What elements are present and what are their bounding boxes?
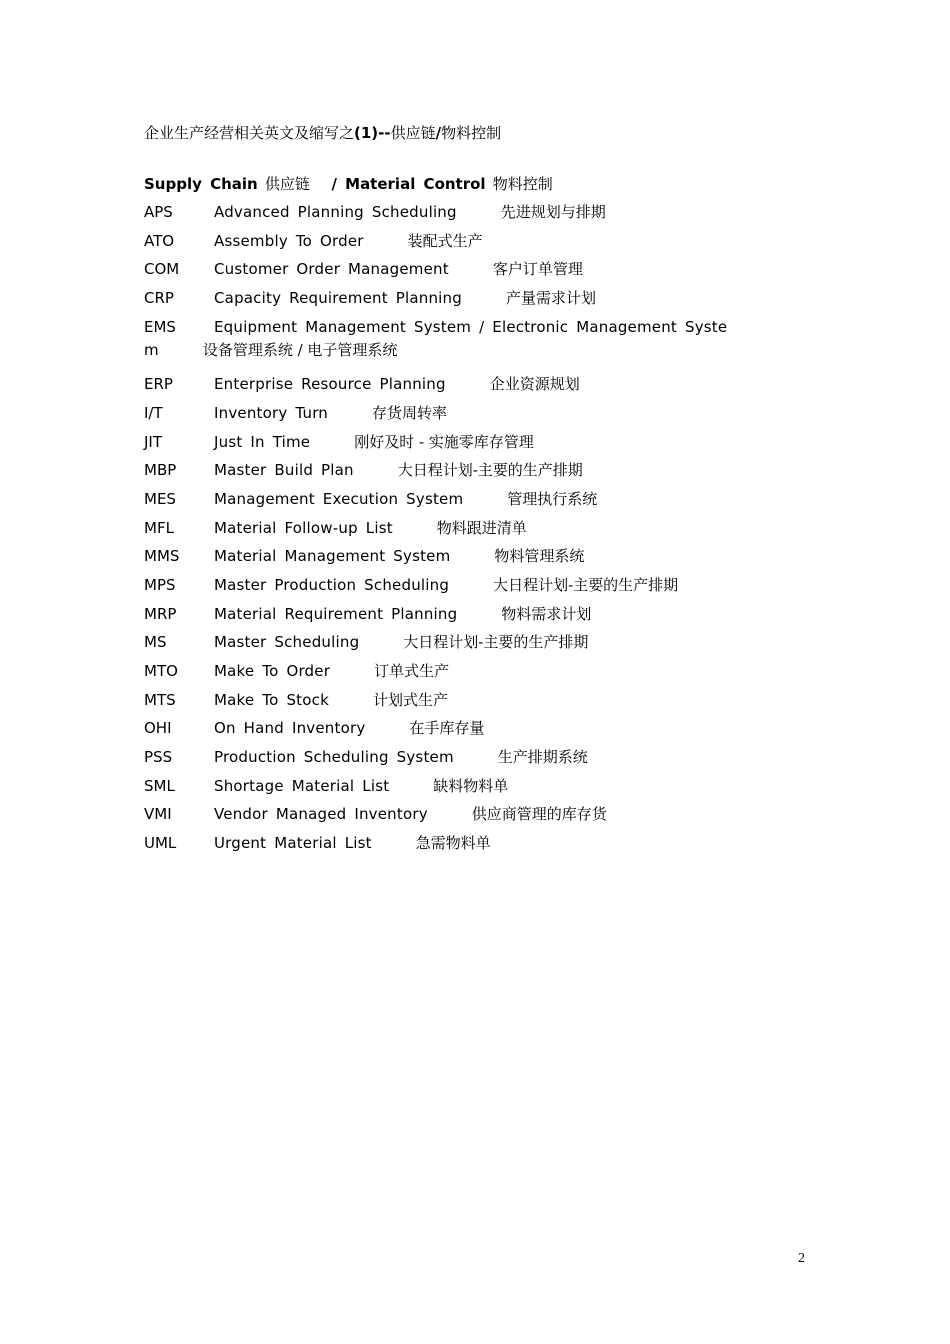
term-chinese-name: 管理执行系统 xyxy=(507,489,598,508)
term-chinese-name: 急需物料单 xyxy=(415,834,491,853)
term-abbreviation: UML xyxy=(144,834,177,853)
term-row xyxy=(144,316,784,373)
term-full-name: Make To Order xyxy=(214,662,331,681)
term-full-name-continued: m xyxy=(144,340,159,359)
term-chinese-name: 刚好及时 - 实施零库存管理 xyxy=(354,432,534,451)
term-abbreviation: ATO xyxy=(144,231,175,250)
term-full-name: Master Build Plan xyxy=(214,461,354,480)
term-abbreviation: SML xyxy=(144,776,175,795)
section-heading-zh-1: 供应链 xyxy=(264,175,310,193)
term-abbreviation: MPS xyxy=(144,575,176,594)
term-full-name: Material Follow-up List xyxy=(214,518,393,537)
term-chinese-name: 订单式生产 xyxy=(374,662,450,681)
term-row xyxy=(144,775,784,804)
term-abbreviation: MRP xyxy=(144,604,177,623)
term-row xyxy=(144,373,784,402)
term-chinese-name: 大日程计划-主要的生产排期 xyxy=(403,633,589,652)
term-abbreviation: MFL xyxy=(144,518,174,537)
term-chinese-name: 生产排期系统 xyxy=(497,748,588,767)
term-row xyxy=(144,230,784,259)
term-full-name: Advanced Planning Scheduling xyxy=(214,203,457,221)
term-full-name: Customer Order Management xyxy=(214,260,449,279)
term-full-name: Just In Time xyxy=(214,432,311,451)
term-chinese-name: 产量需求计划 xyxy=(505,289,596,308)
term-row xyxy=(144,660,784,689)
section-heading-zh-2: 物料控制 xyxy=(492,175,553,193)
term-chinese-name: 企业资源规划 xyxy=(489,375,580,394)
term-chinese-name: 物料需求计划 xyxy=(501,604,592,623)
section-heading-en-1: Supply Chain xyxy=(144,175,258,193)
term-row xyxy=(144,488,784,517)
term-full-name: Capacity Requirement Planning xyxy=(214,289,462,308)
term-abbreviation: EMS xyxy=(144,317,176,336)
title-mid: 供应链 xyxy=(390,124,436,142)
term-full-name: Assembly To Order xyxy=(214,231,364,250)
term-chinese-name: 在手库存量 xyxy=(409,719,485,738)
term-row xyxy=(144,201,784,230)
term-chinese-name: 物料管理系统 xyxy=(494,547,585,566)
term-row xyxy=(144,832,784,861)
term-abbreviation: APS xyxy=(144,203,173,221)
term-row xyxy=(144,402,784,431)
term-row xyxy=(144,574,784,603)
term-full-name: Vendor Managed Inventory xyxy=(214,805,428,824)
term-row xyxy=(144,631,784,660)
title-prefix: 企业生产经营相关英文及缩写之 xyxy=(144,124,355,142)
term-abbreviation: MTO xyxy=(144,662,178,681)
document-title xyxy=(144,122,501,143)
term-full-name: Enterprise Resource Planning xyxy=(214,375,446,394)
term-abbreviation: ERP xyxy=(144,375,173,394)
term-chinese-name: 存货周转率 xyxy=(372,403,448,422)
page-number: 2 xyxy=(798,1251,805,1266)
term-full-name: Urgent Material List xyxy=(214,834,372,853)
term-abbreviation: MTS xyxy=(144,690,176,709)
term-abbreviation: PSS xyxy=(144,748,173,767)
term-row xyxy=(144,517,784,546)
term-abbreviation: I/T xyxy=(144,403,163,422)
term-full-name: Master Production Scheduling xyxy=(214,575,450,594)
term-list xyxy=(144,201,784,861)
term-chinese-name: 设备管理系统 / 电子管理系统 xyxy=(202,340,398,359)
term-abbreviation: MBP xyxy=(144,461,177,480)
section-heading xyxy=(144,173,553,194)
term-full-name: Inventory Turn xyxy=(214,403,329,422)
term-chinese-name: 客户订单管理 xyxy=(492,260,583,279)
term-abbreviation: VMI xyxy=(144,805,172,824)
term-full-name: Equipment Management System / Electronic Management Syste xyxy=(214,317,728,336)
term-row xyxy=(144,431,784,460)
title-number: (1)-- xyxy=(354,124,391,142)
term-full-name: Make To Stock xyxy=(214,690,329,709)
term-full-name: Material Requirement Planning xyxy=(214,604,458,623)
term-full-name: Production Scheduling System xyxy=(214,748,454,767)
term-row xyxy=(144,603,784,632)
term-full-name: Material Management System xyxy=(214,547,451,566)
term-chinese-name: 大日程计划-主要的生产排期 xyxy=(397,461,583,480)
term-abbreviation: MES xyxy=(144,489,176,508)
term-row xyxy=(144,689,784,718)
term-chinese-name: 计划式生产 xyxy=(372,690,448,709)
term-chinese-name: 缺料物料单 xyxy=(433,776,509,795)
term-row xyxy=(144,717,784,746)
term-row xyxy=(144,258,784,287)
term-chinese-name: 大日程计划-主要的生产排期 xyxy=(493,575,679,594)
term-wrap-line xyxy=(144,339,784,362)
term-row xyxy=(144,746,784,775)
term-abbreviation: OHI xyxy=(144,719,172,738)
term-full-name: Master Scheduling xyxy=(214,633,360,652)
term-full-name: Management Execution System xyxy=(214,489,464,508)
term-abbreviation: COM xyxy=(144,260,180,279)
term-abbreviation: JIT xyxy=(144,432,163,451)
term-full-name: On Hand Inventory xyxy=(214,719,366,738)
term-chinese-name: 先进规划与排期 xyxy=(500,203,606,221)
term-row xyxy=(144,545,784,574)
title-slash: / xyxy=(435,124,442,142)
term-full-name: Shortage Material List xyxy=(214,776,390,795)
term-abbreviation: MMS xyxy=(144,547,180,566)
term-row xyxy=(144,459,784,488)
title-suffix: 物料控制 xyxy=(441,124,502,142)
term-row xyxy=(144,803,784,832)
section-heading-en-2: / Material Control xyxy=(331,175,486,193)
term-abbreviation: CRP xyxy=(144,289,174,308)
term-abbreviation: MS xyxy=(144,633,167,652)
term-chinese-name: 物料跟进清单 xyxy=(436,518,527,537)
term-chinese-name: 装配式生产 xyxy=(407,231,483,250)
term-chinese-name: 供应商管理的库存货 xyxy=(471,805,607,824)
term-row xyxy=(144,287,784,316)
